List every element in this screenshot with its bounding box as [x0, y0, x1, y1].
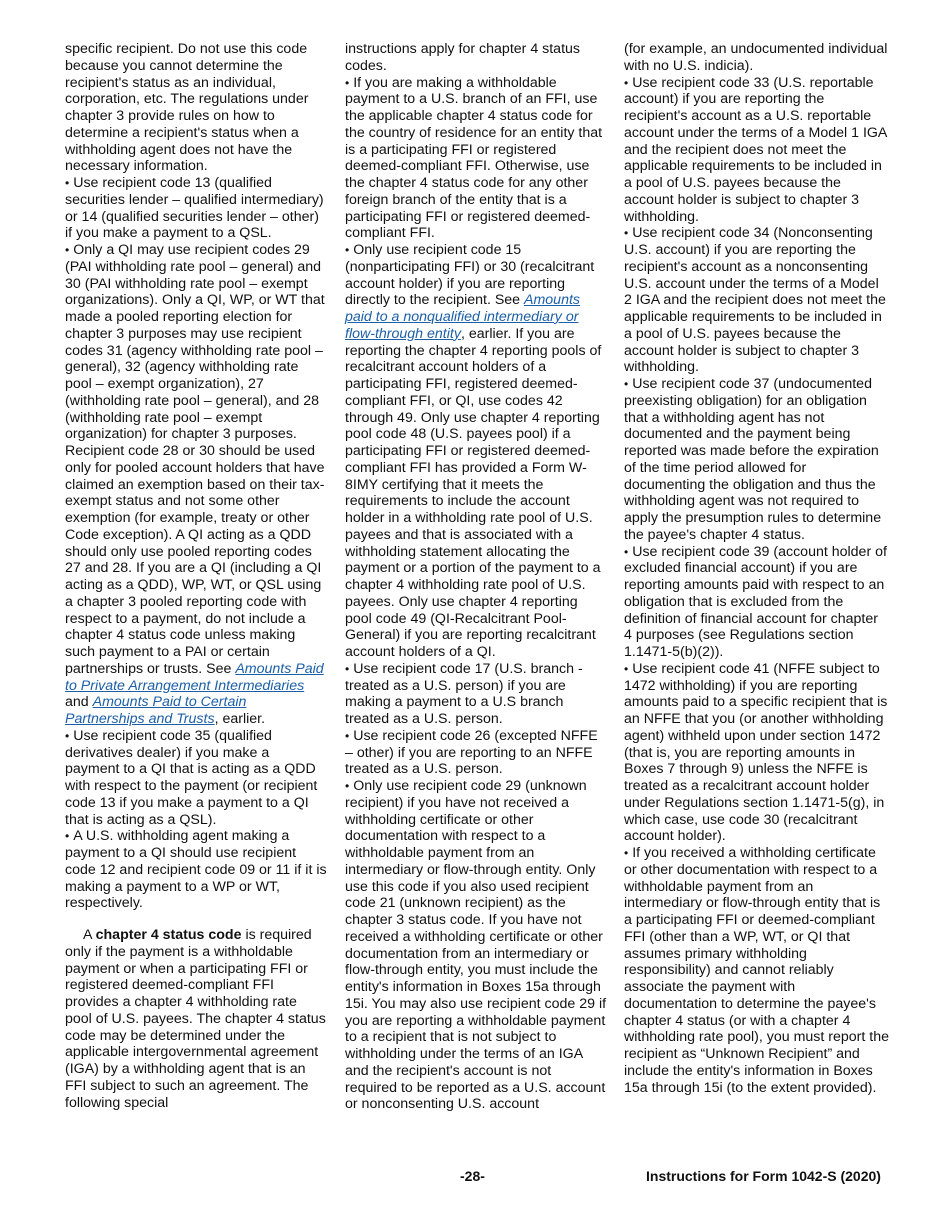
- bullet-icon: •: [624, 661, 629, 676]
- bullet-icon: •: [624, 544, 629, 559]
- bullet-icon: •: [624, 846, 629, 860]
- page-number: -28-: [460, 1168, 485, 1184]
- bullet-item: • Only use recipient code 29 (unknown recipient) if you have not received a withholding certificate or other documentation with respect to a withholdable payment from an intermediary or flow-through entity. Only use this code if you also used recipient code 21 (unknown recipient) as the chapter 3 status code. If you have not received a withholding certificate or other documentation from an intermediary or flow-through entity, you must include the entity's information in Boxes 15a through 15i. You may also use recipient code 29 if you are reporting a withholdable payment to a recipient that is not subject to withholding under the terms of an IGA and the recipient's account is not required to be reported as a U.S. account or nonconsenting U.S. account: [345, 778, 607, 1113]
- bullet-item: • Use recipient code 17 (U.S. branch - treated as a U.S. person) if you are making a payment to a U.S branch treated as a U.S. person.: [345, 660, 583, 727]
- bullet-icon: •: [345, 661, 350, 676]
- paragraph: instructions apply for chapter 4 status codes.: [345, 41, 581, 74]
- bullet-item: • Use recipient code 39 (account holder of excluded financial account) if you are reporting amounts paid with respect to an obligation that is excluded from the definition of financial account for chapter 4 purposes (see Regulations section 1.1471-5(b)(2)).: [624, 543, 887, 660]
- column-3: [624, 41, 889, 1096]
- bullet-item: • Use recipient code 41 (NFFE subject to 1472 withholding) if you are reporting amounts paid to a specific recipient that is an NFFE that you (or another withholding agent) withheld upon under section 1472 (that is, you are reporting amounts in Boxes 7 through 9) unless the NFFE is treated as a recalcitrant account holder under Regulations section 1.1471-5(g), in which case, use code 30 (recalcitrant account holder).: [624, 660, 888, 845]
- link-nonqualified-intermediary[interactable]: Amounts paid to a nonqualified intermediary or flow-through entity: [345, 292, 581, 342]
- bullet-item: • A U.S. withholding agent making a payment to a QI should use recipient code 12 and recipient code 09 or 11 if it is making a payment to a WP or WT, respectively.: [65, 828, 327, 912]
- bullet-icon: •: [65, 176, 70, 190]
- bullet-icon: •: [345, 243, 350, 257]
- paragraph-chapter4: A chapter 4 status code is required only if the payment is a withholdable payment or when a participating FFI or registered deemed-compliant FFI provides a chapter 4 withholding rate pool of U.S. payees. The chapter 4 status code may be determined under the applicable intergovernmental agreement (IGA) by a withholding agent that is an FFI subject to such an agreement. The following special: [65, 927, 326, 1111]
- paragraph: (for example, an undocumented individual with no U.S. indicia).: [624, 41, 888, 74]
- bullet-item: • If you are making a withholdable payment to a U.S. branch of an FFI, use the applicable chapter 4 status code for the country of residence for an entity that is a participating FFI or registered deemed-compliant FFI. Otherwise, use the chapter 4 status code for any other foreign branch of the entity that is a participating FFI or registered deemed-compliant FFI.: [345, 74, 603, 242]
- bullet-icon: •: [624, 226, 629, 241]
- bullet-item: • Only a QI may use recipient codes 29 (PAI withholding rate pool – general) and 30 (PAI withholding rate pool – exempt organizations). Only a QI, WP, or WT that made a pooled reporting election for chapter 3 purposes may use recipient codes 31 (agency withholding rate pool – general), 32 (agency withholding rate pool – exempt organization), 27 (withholding rate pool – general), and 28 (withholding rate pool – exempt organization) for chapter 3 purposes. Recipient code 28 or 30 should be used only for pooled account holders that have claimed an exemption based on their tax-exempt status and not some other exemption (for example, treaty or other Code exception). A QI acting as a QDD should only use pooled reporting codes 27 and 28. If you are a QI (including a QI acting as a QDD), WP, WT, or QSL using a chapter 3 pooled reporting code with respect to a payment, do not include a chapter 4 status code unless making such payment to a PAI or certain partnerships or trusts. See Amounts Paid to Private Arrangement Intermediaries and Amounts Paid to Certain Partnerships and Trusts, earlier.: [65, 242, 325, 727]
- paragraph: specific recipient. Do not use this code because you cannot determine the recipient's status as an individual, corporation, etc. The regulations under chapter 3 provide rules on how to determine a recipient's status when a withholding agent does not have the necessary information.: [65, 41, 309, 175]
- bullet-icon: •: [65, 728, 70, 743]
- bullet-item: • Use recipient code 33 (U.S. reportable account) if you are reporting the recipient's account as a U.S. reportable account under the terms of a Model 1 IGA and the recipient does not meet the applicable requirements to be included in a pool of U.S. payees because the account holder is subject to chapter 3 withholding.: [624, 74, 887, 225]
- bullet-item: • If you received a withholding certificate or other documentation with respect to a withholdable payment from an intermediary or flow-through entity that is a participating FFI or deemed-compliant FFI (other than a WP, WT, or QI that assumes primary withholding responsibility) and cannot reliably associate the payment with documentation to determine the payee's chapter 4 status (or with a chapter 4 withholding rate pool), you must report the recipient as “Unknown Recipient” and include the entity's information in Boxes 15a through 15i (to the extent provided).: [624, 845, 889, 1096]
- bullet-icon: •: [624, 75, 629, 90]
- bullet-icon: •: [345, 728, 350, 743]
- bullet-item: • Use recipient code 35 (qualified derivatives dealer) if you make a payment to a QI that is acting as a QDD with respect to the payment (or recipient code 13 if you make a payment to a QI that is acting as a QSL).: [65, 727, 318, 828]
- bullet-icon: •: [65, 243, 70, 257]
- link-partnerships-and-trusts[interactable]: Amounts Paid to Certain Partnerships and Trusts: [65, 694, 247, 727]
- bold-term: chapter 4 status code: [95, 927, 242, 943]
- bullet-icon: •: [624, 377, 629, 391]
- link-private-arrangement-intermediaries[interactable]: Amounts Paid to Private Arrangement Intermediaries: [65, 660, 324, 694]
- column-1: [65, 41, 327, 1111]
- bullet-icon: •: [345, 779, 350, 793]
- bullet-item: • Use recipient code 37 (undocumented preexisting obligation) for an obligation that a withholding agent has not documented and the payment being reported was made before the expiration of the time period allowed for documenting the obligation and thus the withholding agent was not required to apply the presumption rules to determine the payee's chapter 4 status.: [624, 376, 882, 543]
- bullet-item: • Use recipient code 26 (excepted NFFE – other) if you are reporting to an NFFE treated as a U.S. person.: [345, 727, 598, 778]
- form-title: Instructions for Form 1042-S (2020): [646, 1168, 881, 1184]
- bullet-icon: •: [345, 75, 350, 90]
- bullet-item: • Use recipient code 34 (Nonconsenting U.S. account) if you are reporting the recipient's account as a nonconsenting U.S. account under the terms of a Model 2 IGA and the recipient does not meet the applicable requirements to be included in a pool of U.S. payees because the account holder is subject to chapter 3 withholding.: [624, 225, 886, 376]
- bullet-item: • Only use recipient code 15 (nonparticipating FFI) or 30 (recalcitrant account holder) if you are reporting directly to the recipient. See Amounts paid to a nonqualified intermediary or flow-through entity, earlier. If you are reporting the chapter 4 reporting pools of recalcitrant account holders of a participating FFI, registered deemed-compliant FFI, or QI, use codes 42 through 49. Only use chapter 4 reporting pool code 48 (U.S. payees pool) if a participating FFI or registered deemed-compliant FFI has provided a Form W-8IMY certifying that it meets the requirements to include the account holder in a withholding rate pool of U.S. payees and that is associated with a withholding statement allocating the payment or a portion of the payment to a chapter 4 withholding rate pool of U.S. payees. Only use chapter 4 reporting pool code 49 (QI-Recalcitrant Pool-General) if you are reporting recalcitrant account holders of a QI.: [345, 242, 602, 660]
- bullet-item: • Use recipient code 13 (qualified securities lender – qualified intermediary) or 14 (qualified securities lender – other) if you make a payment to a QSL.: [65, 175, 324, 242]
- bullet-icon: •: [65, 829, 70, 844]
- column-2: [345, 41, 607, 1113]
